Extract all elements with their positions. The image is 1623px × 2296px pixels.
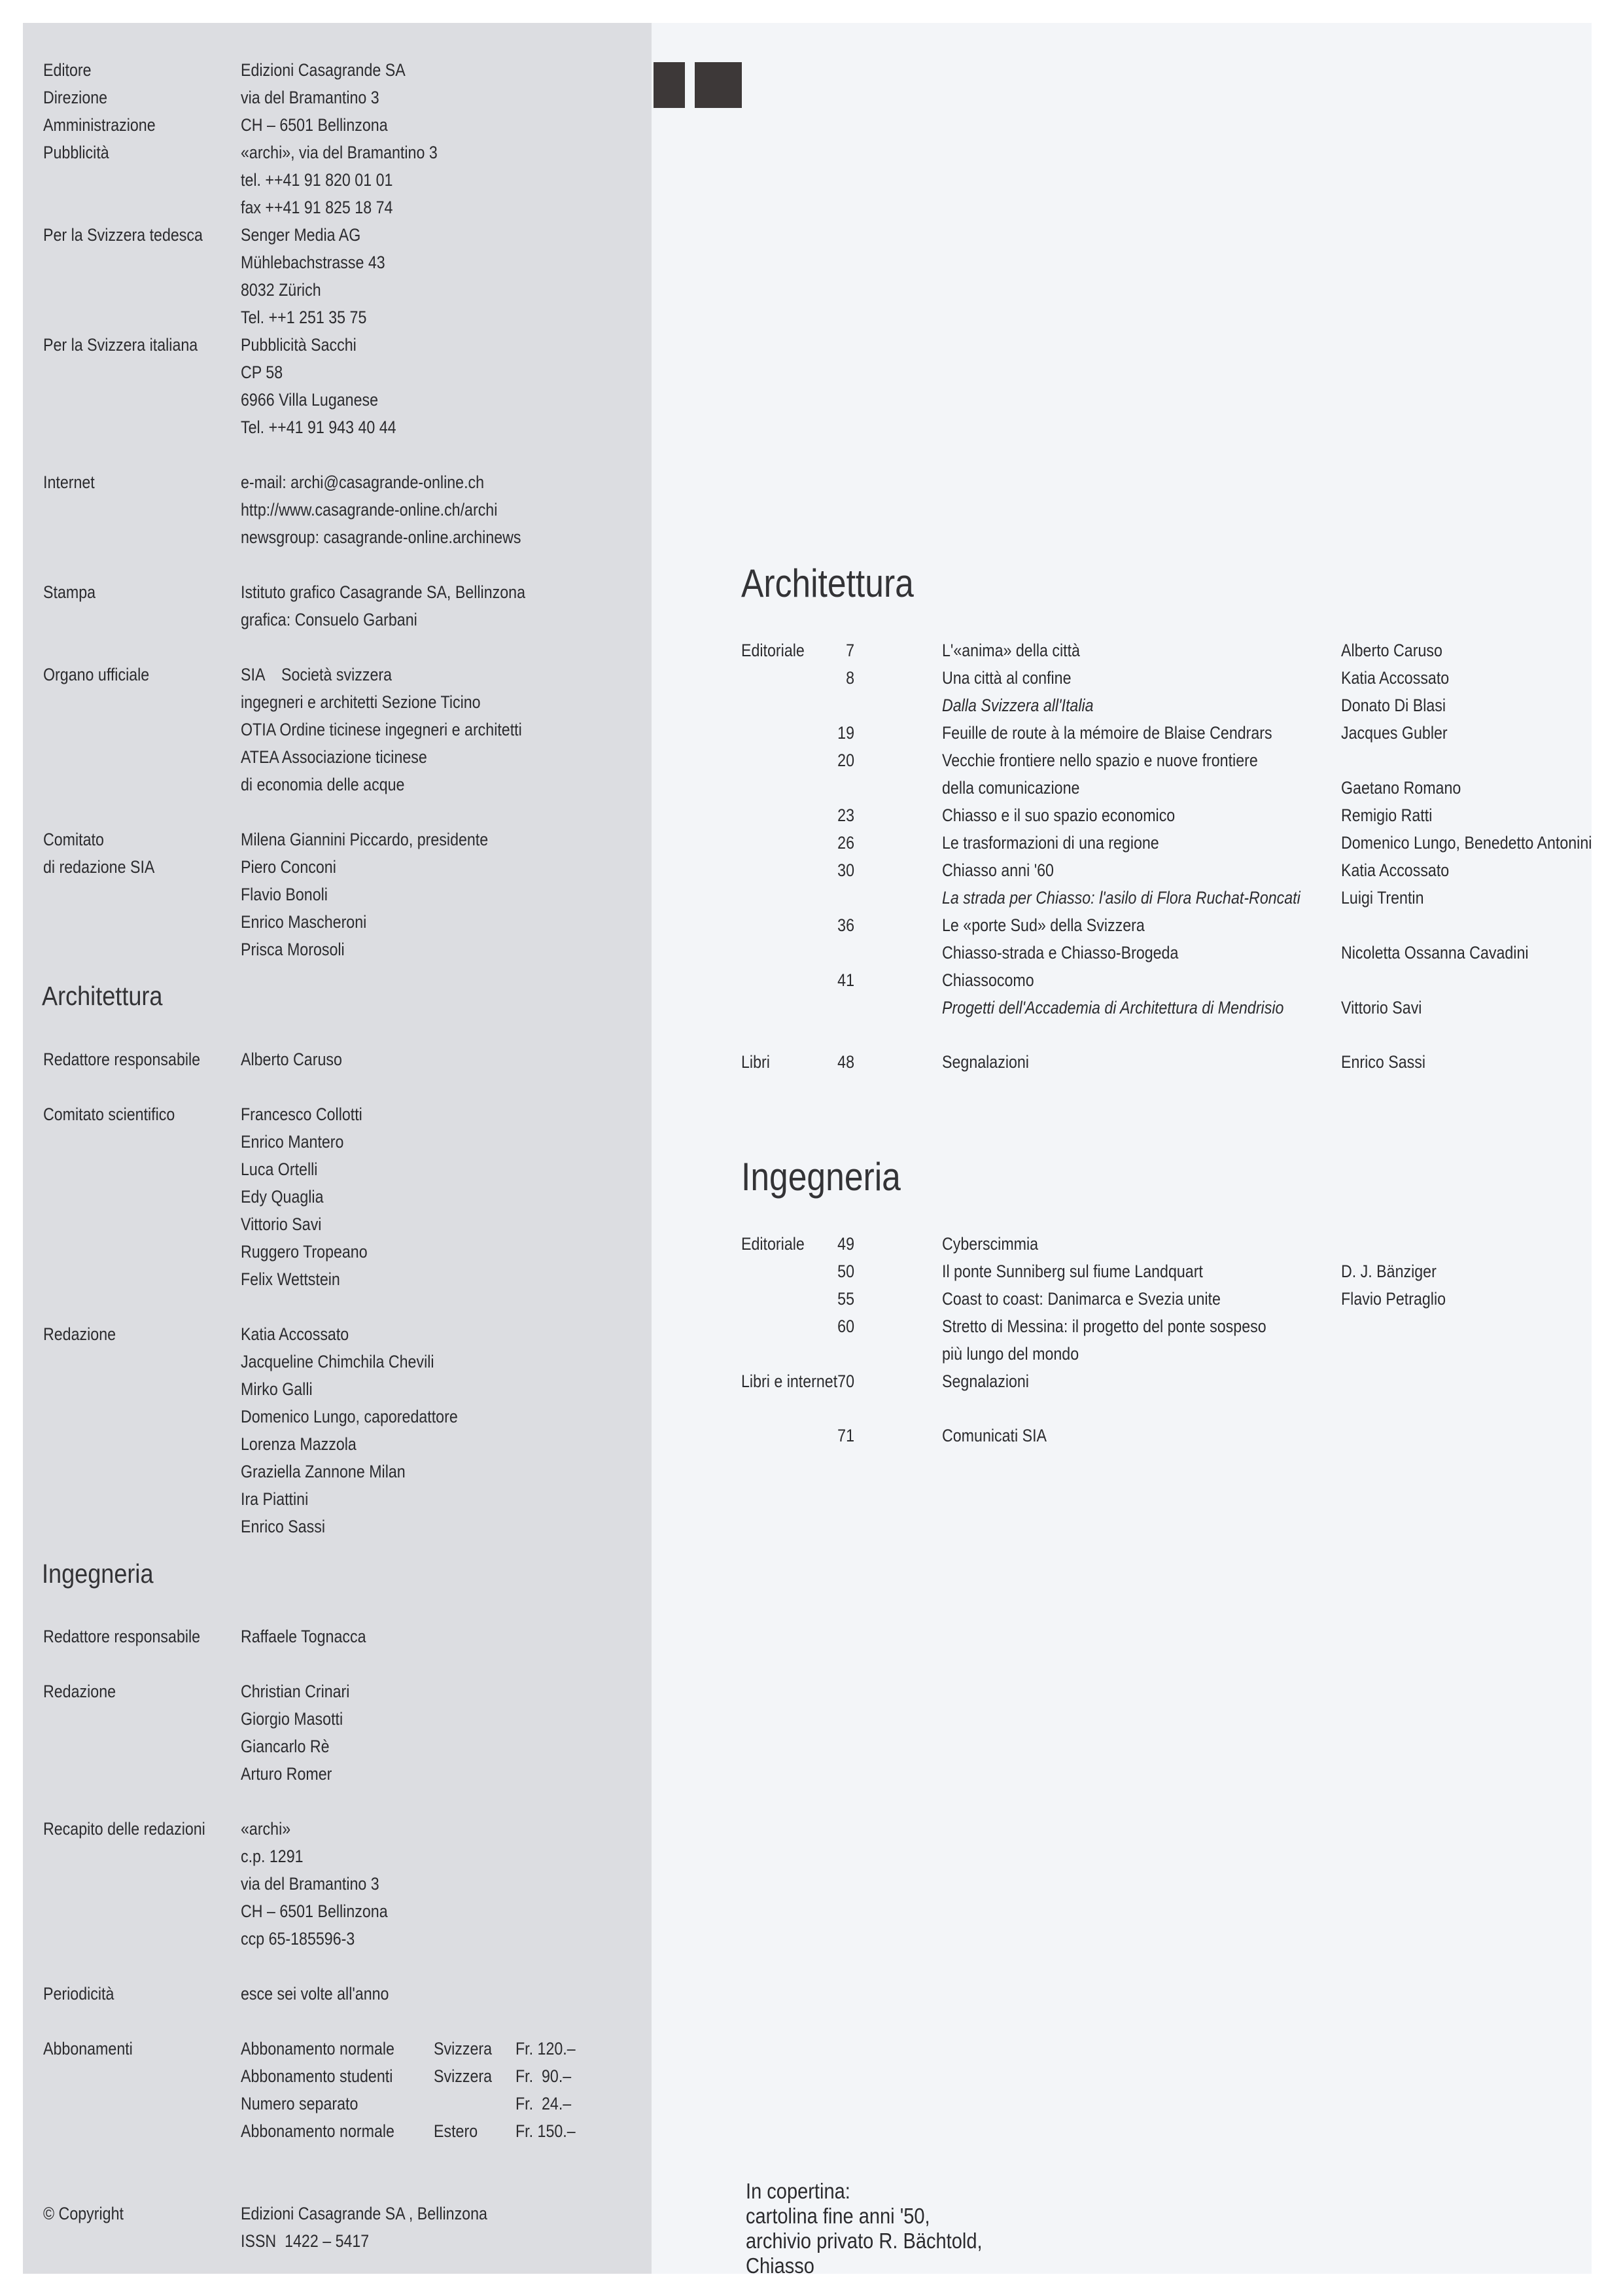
toc-page-number: 41 — [837, 970, 854, 990]
toc-page-number: 49 — [837, 1234, 854, 1254]
value-svizzera-italiana — [241, 331, 396, 441]
value-svizzera-tedesca — [241, 221, 385, 331]
value-copyright — [241, 2200, 487, 2255]
toc-section: Libri — [741, 1052, 770, 1072]
label-internet: Internet — [43, 472, 95, 492]
label-ing-redazione: Redazione — [43, 1682, 116, 1701]
toc-title: Segnalazioni — [942, 1371, 1029, 1391]
value-stampa — [241, 578, 525, 633]
toc-author: Luigi Trentin — [1341, 888, 1424, 908]
toc-title: Coast to coast: Danimarca e Svezia unite — [942, 1289, 1221, 1309]
toc-row[interactable] — [0, 637, 1623, 664]
toc-title: Chiassocomo — [942, 970, 1034, 990]
copyright-issn: ISSN 1422 – 5417 — [241, 2231, 370, 2251]
cover-note-line: cartolina fine anni '50, — [746, 2204, 930, 2228]
value-amministrazione: CH – 6501 Bellinzona — [241, 115, 388, 135]
toc-title: Vecchie frontiere nello spazio e nuove frontiere — [942, 751, 1258, 770]
toc-title-continued: Chiasso-strada e Chiasso-Brogeda — [942, 943, 1179, 963]
toc-row[interactable] — [0, 911, 1623, 939]
toc-author: D. J. Bänziger — [1341, 1262, 1437, 1281]
toc-row[interactable] — [0, 1285, 1623, 1313]
toc-row[interactable] — [0, 774, 1623, 802]
toc-section: Editoriale — [741, 641, 805, 660]
organo-line: ingegneri e architetti Sezione Ticino — [241, 692, 481, 712]
arch-redazione-member: Enrico Sassi — [241, 1517, 326, 1536]
toc-title: Le trasformazioni di una regione — [942, 833, 1159, 853]
subscription-price: Fr. 90.– — [515, 2066, 572, 2086]
toc-heading-ingegneria: Ingegneria — [741, 1155, 901, 1199]
value-editore: Edizioni Casagrande SA — [241, 60, 406, 80]
toc-title: Il ponte Sunniberg sul fiume Landquart — [942, 1262, 1203, 1281]
toc-author: Domenico Lungo, Benedetto Antonini — [1341, 833, 1592, 853]
toc-page-number: 36 — [837, 915, 854, 935]
stampa-line: grafica: Consuelo Garbani — [241, 610, 417, 629]
subscription-price: Fr. 150.– — [515, 2121, 576, 2141]
subscription-type: Abbonamento normale — [241, 2121, 394, 2141]
comitato-sia-member: Flavio Bonoli — [241, 885, 328, 904]
label-direzione: Direzione — [43, 88, 108, 107]
label-organo: Organo ufficiale — [43, 665, 150, 684]
cover-note-line: In copertina: — [746, 2179, 850, 2203]
email-link[interactable]: e-mail: archi@casagrande-online.ch — [241, 472, 485, 492]
label-arch-redazione: Redazione — [43, 1324, 116, 1344]
toc-title: Chiasso e il suo spazio economico — [942, 805, 1176, 825]
arch-comitato-member: Francesco Collotti — [241, 1104, 362, 1124]
toc-page-number: 60 — [837, 1316, 854, 1336]
toc-author: Gaetano Romano — [1341, 778, 1461, 798]
toc-author: Nicoletta Ossanna Cavadini — [1341, 943, 1529, 963]
recapito-line: via del Bramantino 3 — [241, 1874, 379, 1894]
label-stampa: Stampa — [43, 582, 96, 602]
tedesca-line: 8032 Zürich — [241, 280, 321, 300]
label-ing-redattore: Redattore responsabile — [43, 1627, 201, 1646]
toc-author: Remigio Ratti — [1341, 805, 1433, 825]
toc-row[interactable] — [0, 1313, 1623, 1340]
comitato-sia-member: Piero Conconi — [241, 857, 336, 877]
toc-title: L'«anima» della città — [942, 641, 1080, 660]
toc-title: Una città al confine — [942, 668, 1072, 688]
toc-row[interactable] — [0, 939, 1623, 966]
label-arch-redattore: Redattore responsabile — [43, 1050, 201, 1069]
arch-redazione-member: Katia Accossato — [241, 1324, 349, 1344]
label-svizzera-italiana: Per la Svizzera italiana — [43, 335, 198, 355]
toc-row[interactable] — [0, 1230, 1623, 1258]
toc-row-comunicati[interactable] — [0, 1422, 1623, 1449]
arch-comitato-member: Enrico Mantero — [241, 1132, 344, 1152]
arch-comitato-member: Felix Wettstein — [241, 1269, 340, 1289]
toc-title: Stretto di Messina: il progetto del ponte sospeso — [942, 1316, 1266, 1336]
toc-row[interactable] — [0, 719, 1623, 747]
toc-author: Vittorio Savi — [1341, 998, 1422, 1017]
toc-row[interactable] — [0, 747, 1623, 774]
pubblicita-fax: fax ++41 91 825 18 74 — [241, 198, 393, 217]
arch-redazione-member: Mirko Galli — [241, 1379, 313, 1399]
arch-comitato-member: Ruggero Tropeano — [241, 1242, 368, 1262]
toc-page-number: 70 — [837, 1371, 854, 1391]
toc-page-number: 19 — [837, 723, 854, 743]
toc-page-number: 48 — [837, 1052, 854, 1072]
comitato-sia-member: Prisca Morosoli — [241, 940, 345, 959]
arch-redazione-member: Ira Piattini — [241, 1489, 309, 1509]
ing-redazione-member: Arturo Romer — [241, 1764, 332, 1784]
toc-author: Jacques Gubler — [1341, 723, 1448, 743]
toc-title: Cyberscimmia — [942, 1234, 1039, 1254]
arch-redazione-member: Graziella Zannone Milan — [241, 1462, 406, 1481]
cover-note — [746, 2179, 983, 2278]
subscription-type: Numero separato — [241, 2094, 358, 2113]
toc-page-number: 71 — [837, 1426, 854, 1445]
label-amministrazione: Amministrazione — [43, 115, 156, 135]
italiana-line: 6966 Villa Luganese — [241, 390, 379, 410]
arch-redazione-member: Lorenza Mazzola — [241, 1434, 357, 1454]
value-pubblicita — [241, 139, 438, 221]
label-pubblicita: Pubblicità — [43, 143, 109, 162]
label-copyright: © Copyright — [43, 2204, 124, 2223]
organo-line: OTIA Ordine ticinese ingegneri e architetti — [241, 720, 522, 739]
toc-title: Comunicati SIA — [942, 1426, 1047, 1445]
toc-subtitle: Dalla Svizzera all'Italia — [942, 696, 1094, 715]
toc-page-number: 7 — [846, 641, 854, 660]
toc-row[interactable] — [0, 1258, 1623, 1285]
pubblicita-tel: tel. ++41 91 820 01 01 — [241, 170, 393, 190]
ing-redazione-member: Giancarlo Rè — [241, 1737, 330, 1756]
toc-title-continued: della comunicazione — [942, 778, 1080, 798]
subscription-region: Estero — [434, 2121, 478, 2141]
toc-row[interactable] — [0, 884, 1623, 911]
toc-row[interactable] — [0, 664, 1623, 692]
comitato-sia-member: Enrico Mascheroni — [241, 912, 367, 932]
toc-page-number: 20 — [837, 751, 854, 770]
toc-page-number: 55 — [837, 1289, 854, 1309]
decorative-block-right — [695, 62, 742, 108]
comitato-sia-label-line: di redazione SIA — [43, 857, 155, 877]
arch-comitato-member: Edy Quaglia — [241, 1187, 324, 1207]
toc-title: Le «porte Sud» della Svizzera — [942, 915, 1145, 935]
value-ing-redattore: Raffaele Tognacca — [241, 1627, 366, 1646]
value-periodicita: esce sei volte all'anno — [241, 1984, 389, 2004]
label-periodicita: Periodicità — [43, 1984, 114, 2004]
toc-section: Editoriale — [741, 1234, 805, 1254]
toc-page-number: 26 — [837, 833, 854, 853]
recapito-line: CH – 6501 Bellinzona — [241, 1901, 388, 1921]
toc-title: Feuille de route à la mémoire de Blaise Cendrars — [942, 723, 1272, 743]
label-recapito: Recapito delle redazioni — [43, 1819, 205, 1839]
toc-row[interactable] — [0, 1368, 1623, 1395]
subscription-region: Svizzera — [434, 2066, 493, 2086]
toc-row[interactable] — [0, 829, 1623, 857]
subscription-price: Fr. 120.– — [515, 2039, 576, 2058]
toc-author: Flavio Petraglio — [1341, 1289, 1446, 1309]
subscription-type: Abbonamento studenti — [241, 2066, 393, 2086]
toc-author: Enrico Sassi — [1341, 1052, 1426, 1072]
cover-note-line: Chiasso — [746, 2253, 814, 2278]
toc-title-continued: più lungo del mondo — [942, 1344, 1079, 1364]
copyright-line: Edizioni Casagrande SA , Bellinzona — [241, 2204, 487, 2223]
colophon-heading-architettura: Architettura — [42, 981, 163, 1011]
subscription-type: Abbonamento normale — [241, 2039, 394, 2058]
arch-redazione-member: Domenico Lungo, caporedattore — [241, 1407, 458, 1426]
colophon-heading-ingegneria: Ingegneria — [42, 1559, 154, 1589]
arch-redazione-member: Jacqueline Chimchila Chevili — [241, 1352, 434, 1371]
toc-author: Donato Di Blasi — [1341, 696, 1446, 715]
italiana-line: Tel. ++41 91 943 40 44 — [241, 417, 396, 437]
toc-page-number: 50 — [837, 1262, 854, 1281]
value-recapito — [241, 1815, 388, 1952]
toc-author: Katia Accossato — [1341, 668, 1450, 688]
toc-author: Alberto Caruso — [1341, 641, 1442, 660]
toc-subtitle: Progetti dell'Accademia di Architettura di Mendrisio — [942, 998, 1284, 1017]
toc-row[interactable] — [0, 857, 1623, 884]
ing-redazione-member: Giorgio Masotti — [241, 1709, 343, 1729]
recapito-line: ccp 65-185596-3 — [241, 1929, 355, 1949]
toc-row[interactable] — [0, 994, 1623, 1021]
organo-line: di economia delle acque — [241, 775, 405, 794]
website-link[interactable]: http://www.casagrande-online.ch/archi — [241, 500, 498, 520]
toc-title: Chiasso anni '60 — [942, 860, 1054, 880]
value-internet — [241, 468, 521, 551]
toc-row-libri[interactable] — [0, 1048, 1623, 1076]
cover-note-line: archivio privato R. Bächtold, — [746, 2229, 983, 2253]
organo-line: ATEA Associazione ticinese — [241, 747, 427, 767]
newsgroup-link[interactable]: newsgroup: casagrande-online.archinews — [241, 527, 521, 547]
toc-row[interactable] — [0, 966, 1623, 994]
value-arch-redattore: Alberto Caruso — [241, 1050, 342, 1069]
pubblicita-address: «archi», via del Bramantino 3 — [241, 143, 438, 162]
ing-redazione-member: Christian Crinari — [241, 1682, 350, 1701]
toc-row[interactable] — [0, 1340, 1623, 1368]
italiana-line: Pubblicità Sacchi — [241, 335, 357, 355]
italiana-line: CP 58 — [241, 362, 283, 382]
subscription-region: Svizzera — [434, 2039, 493, 2058]
arch-comitato-member: Vittorio Savi — [241, 1214, 322, 1234]
comitato-sia-label-line: Comitato — [43, 830, 104, 849]
recapito-line: c.p. 1291 — [241, 1846, 304, 1866]
toc-author: Katia Accossato — [1341, 860, 1450, 880]
tedesca-line: Tel. ++1 251 35 75 — [241, 308, 367, 327]
toc-row[interactable] — [0, 802, 1623, 829]
toc-page-number: 23 — [837, 805, 854, 825]
recapito-line: «archi» — [241, 1819, 291, 1839]
label-abbonamenti: Abbonamenti — [43, 2039, 133, 2058]
toc-title: Segnalazioni — [942, 1052, 1029, 1072]
tedesca-line: Senger Media AG — [241, 225, 361, 245]
comitato-sia-member: Milena Giannini Piccardo, presidente — [241, 830, 489, 849]
arch-comitato-member: Luca Ortelli — [241, 1159, 318, 1179]
decorative-block-left — [654, 62, 685, 108]
label-svizzera-tedesca: Per la Svizzera tedesca — [43, 225, 203, 245]
toc-heading-architettura: Architettura — [741, 561, 914, 605]
toc-row[interactable] — [0, 692, 1623, 719]
stampa-line: Istituto grafico Casagrande SA, Bellinzona — [241, 582, 525, 602]
label-editore: Editore — [43, 60, 92, 80]
toc-section: Libri e internet — [741, 1371, 838, 1391]
tedesca-line: Mühlebachstrasse 43 — [241, 253, 385, 272]
toc-subtitle: La strada per Chiasso: l'asilo di Flora Ruchat-Roncati — [942, 888, 1300, 908]
toc-page-number: 30 — [837, 860, 854, 880]
subscription-price: Fr. 24.– — [515, 2094, 572, 2113]
label-arch-comitato: Comitato scientifico — [43, 1104, 175, 1124]
value-ing-redazione — [241, 1678, 349, 1788]
toc-page-number: 8 — [846, 668, 854, 688]
value-direzione: via del Bramantino 3 — [241, 88, 379, 107]
organo-line: SIA Società svizzera — [241, 665, 393, 684]
